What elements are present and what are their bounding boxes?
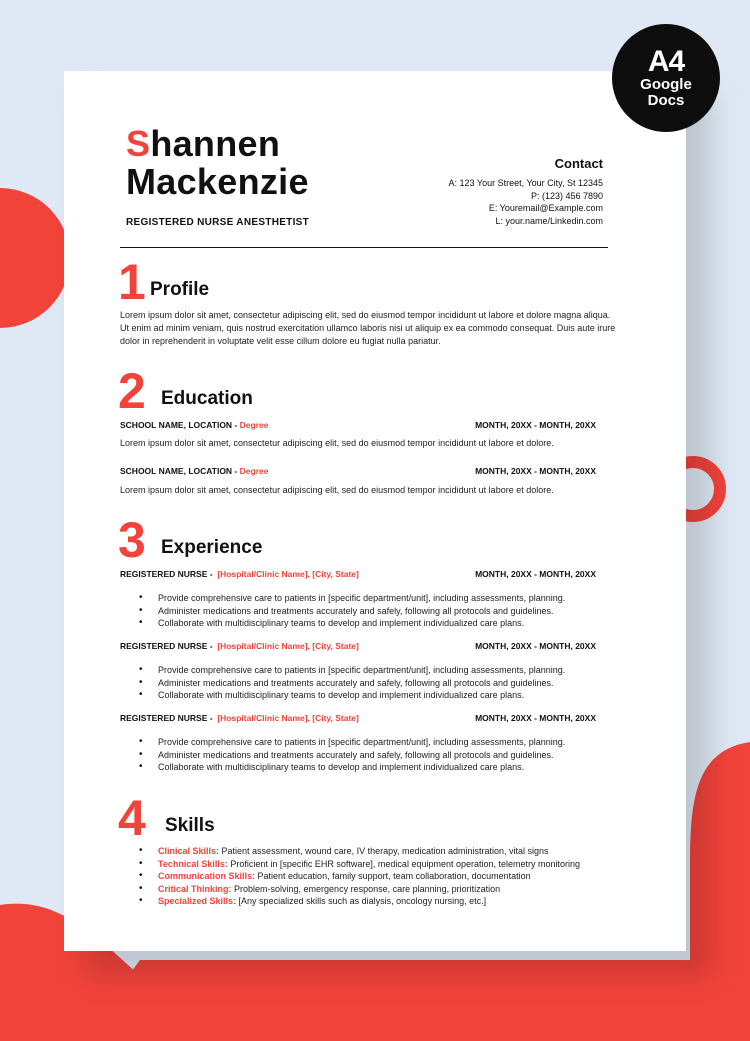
experience-entry-3-header (120, 712, 596, 724)
name-initial: S (126, 123, 151, 164)
candidate-name (126, 125, 309, 201)
contact-address: A: 123 Your Street, Your City, St 12345 (448, 178, 603, 188)
list-item: • Provide comprehensive care to patients in [specific department/unit], including assessments, planning. (156, 592, 626, 605)
experience-date: MONTH, 20XX - MONTH, 20XX (475, 713, 596, 723)
education-school: SCHOOL NAME, LOCATION - (120, 466, 240, 476)
experience-role: REGISTERED NURSE - (120, 641, 215, 651)
list-item: • Collaborate with multidisciplinary teams to develop and implement individualized care plans. (156, 761, 626, 774)
name-first-rest: hannen (150, 123, 281, 164)
name-last: Mackenzie (126, 161, 309, 202)
experience-place: [Hospital/Clinic Name], [City, State] (217, 569, 359, 579)
section-title-profile: Profile (150, 279, 210, 300)
badge-format: A4 (647, 45, 685, 78)
experience-place: [Hospital/Clinic Name], [City, State] (217, 641, 359, 651)
list-item (156, 895, 646, 908)
education-date: MONTH, 20XX - MONTH, 20XX (475, 420, 596, 430)
list-item: • Collaborate with multidisciplinary teams to develop and implement individualized care plans. (156, 689, 626, 702)
skill-text: [Any specialized skills such as dialysis, oncology nursing, etc.] (236, 896, 487, 907)
experience-entry-1-header (120, 568, 596, 580)
contact-phone: P: (123) 456 7890 (530, 190, 603, 201)
list-item (156, 870, 646, 883)
skill-text: Patient education, family support, team collaboration, documentation (255, 871, 531, 882)
list-item (156, 858, 646, 871)
experience-date: MONTH, 20XX - MONTH, 20XX (475, 641, 596, 651)
badge-line-1: Google (640, 76, 692, 93)
experience-date: MONTH, 20XX - MONTH, 20XX (475, 569, 596, 579)
section-title-education: Education (161, 388, 253, 409)
contact-block (449, 157, 603, 227)
education-entry-2-text: Lorem ipsum dolor sit amet, consectetur adipiscing elit, sed do eiusmod tempor incididunt ut labore et dolore. (120, 485, 554, 495)
section-number-skills: 4 (118, 790, 146, 846)
profile-text: Lorem ipsum dolor sit amet, consectetur adipiscing elit, sed do eiusmod tempor incididunt ut labore et dolore magna aliqua. Ut enim ad minim veniam, quis nostrud exercitation ullamco laboris nisi ut aliquip ex ea commodo consequat. Duis aute irure dolor in reprehenderit in voluptate velit esse cillum dolore eu fugiat nulla pariatur. (120, 310, 616, 347)
education-entry-1-header (120, 419, 596, 431)
skill-label: Clinical Skills: (158, 846, 220, 856)
skill-text: Problem-solving, emergency response, care planning, prioritization (231, 883, 501, 894)
list-item (156, 845, 646, 858)
list-item: • Provide comprehensive care to patients in [specific department/unit], including assessments, planning. (156, 736, 626, 749)
experience-entry-3-bullets (156, 736, 626, 774)
list-item: • Provide comprehensive care to patients in [specific department/unit], including assessments, planning. (156, 664, 626, 677)
contact-email: E: Youremail@Example.com (488, 203, 603, 214)
education-school: SCHOOL NAME, LOCATION - (120, 420, 240, 430)
list-item: • Collaborate with multidisciplinary teams to develop and implement individualized care plans. (156, 617, 626, 630)
list-item (156, 883, 646, 896)
section-number-experience: 3 (118, 512, 146, 568)
section-title-skills: Skills (165, 815, 215, 836)
contact-heading: Contact (554, 156, 603, 171)
header-divider (120, 247, 608, 248)
experience-entry-2-bullets (156, 664, 626, 702)
section-number-profile: 1 (118, 254, 146, 310)
education-degree: Degree (239, 466, 269, 476)
skill-text: Proficient in [specific EHR software], medical equipment operation, telemetry monitoring (227, 858, 581, 869)
section-number-education: 2 (118, 363, 146, 419)
education-date: MONTH, 20XX - MONTH, 20XX (475, 466, 596, 476)
education-entry-2-header (120, 465, 596, 477)
resume-page (64, 71, 686, 951)
job-title: REGISTERED NURSE ANESTHETIST (126, 217, 310, 228)
skill-label: Specialized Skills: (158, 896, 237, 907)
skills-list (156, 845, 646, 908)
education-degree: Degree (239, 420, 269, 430)
skill-label: Communication Skills: (158, 871, 256, 882)
badge-line-2: Docs (647, 92, 685, 109)
section-title-experience: Experience (161, 537, 263, 558)
skill-label: Critical Thinking: (158, 883, 232, 894)
experience-role: REGISTERED NURSE - (120, 713, 215, 723)
list-item: • Administer medications and treatments accurately and safely, following all protocols and guidelines. (156, 605, 626, 618)
experience-entry-2-header (120, 640, 596, 652)
skill-text: Patient assessment, wound care, IV therapy, medication administration, vital signs (219, 846, 549, 856)
skill-label: Technical Skills: (158, 858, 228, 869)
list-item: • Administer medications and treatments accurately and safely, following all protocols and guidelines. (156, 749, 626, 762)
education-entry-1-text: Lorem ipsum dolor sit amet, consectetur adipiscing elit, sed do eiusmod tempor incididunt ut labore et dolore. (120, 438, 554, 448)
list-item: • Administer medications and treatments accurately and safely, following all protocols and guidelines. (156, 677, 626, 690)
a4-google-docs-badge (612, 24, 720, 132)
experience-entry-1-bullets (156, 592, 626, 630)
contact-linkedin: L: your.name/Linkedin.com (495, 215, 603, 226)
experience-role: REGISTERED NURSE - (120, 569, 215, 579)
experience-place: [Hospital/Clinic Name], [City, State] (217, 713, 359, 723)
